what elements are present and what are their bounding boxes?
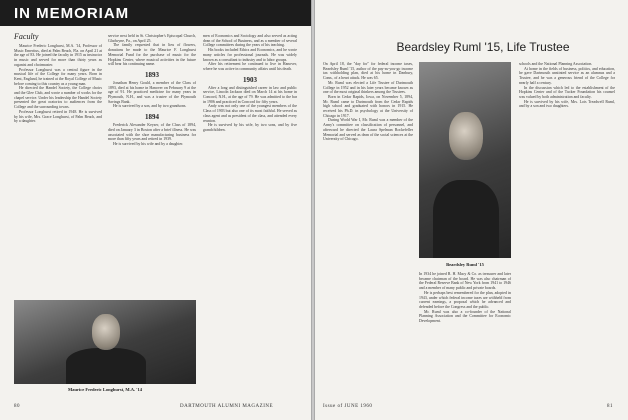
photo-figure: [66, 348, 146, 384]
paragraph: He is survived by a son, and by two grandsons.: [113, 104, 187, 109]
paragraph: After a long and distinguished career in law and public service, Lincoln Jackson died on March 14 at his home in Concord, N.H., at the age of 79. He was admitted to the bar in 1906 and practiced in Concord for fifty years.: [203, 85, 297, 104]
paragraph: After his retirement he continued to live in Hanover, where he was active in community affairs until his death.: [203, 62, 297, 71]
paragraph: Maurice Frederic Longhurst, M.A. '14, Professor of Music Emeritus, died at Palm Beach, Fla. on April 21 at the age of 83. He joined the faculty in 1915 as instructor in music and served for more than thirty years as organist and choirmaster.: [14, 44, 102, 67]
right-column-2: [419, 272, 511, 398]
paragraph: Professor Longhurst was a central figure in the musical life of the College for many years. Born in Kent, England, he trained at the Royal College of Music before coming to this country as a young man.: [14, 67, 102, 86]
article-title: Beardsley Ruml '15, Life Trustee: [396, 40, 570, 54]
issue-date: Issue of JUNE 1960: [323, 404, 373, 409]
paragraph: His books included Ethics and Economics, and he wrote many articles for professional journals. He was widely known as a consultant to industry and to labor groups.: [203, 48, 297, 62]
paragraph: The family requested that in lieu of flowers, donations be made to the Maurice F. Longhurst Memorial Fund for the purchase of music for the Hopkins Center, where musical activities in the future will bear his continuing name.: [108, 43, 196, 67]
paragraph: schools and the National Planning Association.: [519, 62, 593, 66]
paragraph: Professor Longhurst retired in 1948. He is survived by his wife, Mrs. Grace Longhurst, of Palm Beach, and by a daughter.: [14, 109, 102, 124]
section-heading: Faculty: [14, 32, 39, 41]
paragraph: He is survived by his wife, by two sons, and by five grandchildren.: [203, 123, 297, 132]
page-number: 80: [14, 404, 20, 409]
paragraph: On April 18, the "day for" for federal income taxes, Beardsley Ruml '15, author of the pay-as-you-go income tax withholding plan, died at his home in Danbury, Conn., of a heart attack. He was 65.: [323, 62, 413, 81]
left-column-3: [203, 34, 297, 396]
paragraph: In 1934 he joined R. H. Macy & Co. as treasurer and later became chairman of the board. He was also chairman of the Federal Reserve Bank of New York from 1941 to 1946 and a member of many public and private boards.: [419, 272, 511, 291]
paragraph: At home in the fields of business, politics, and education, he gave Dartmouth unstinted service as an alumnus and a Trustee, and he was a generous friend of the College for nearly half a century.: [519, 66, 615, 85]
photo-figure: [433, 180, 499, 258]
paragraph: service next held in St. Christopher's Episcopal Church, Gladwyne, Pa., on April 25.: [108, 34, 196, 43]
photo-caption: Maurice Frederic Longhurst, M.A. '14: [67, 387, 143, 392]
class-year-heading: 1894: [145, 113, 159, 122]
paragraph: He is survived by his wife and by a daughter.: [113, 141, 184, 146]
paragraph: He directed the Handel Society, the College choirs and the Glee Club, and wrote a number of works for the chapel service. Under his leadership the Handel Society presented the great oratorios to audiences from the College and the surrounding towns.: [14, 86, 102, 110]
right-page: [315, 0, 628, 420]
paragraph: Mr. Ruml was also a co-founder of the National Planning Association and the Committee for Economic Development.: [419, 309, 511, 324]
class-year-heading: 1903: [243, 75, 257, 84]
left-column-2: [108, 34, 196, 294]
paragraph: Mr. Ruml was elected a Life Trustee of Dartmouth College in 1952 and in his later years became known as one of the most original thinkers among the Trustees.: [323, 80, 413, 95]
photo-caption: Beardsley Ruml '15: [446, 262, 484, 267]
photo-face: [449, 112, 483, 160]
paragraph: During World War I, Mr. Ruml was a member of the Army's committee on classification of personnel, and afterward he directed the Laura Spelman Rockefeller Memorial and served as dean of the social sciences at the University of Chicago.: [323, 118, 413, 142]
paragraph: Born in Cedar Rapids, Iowa, on November 5, 1894, Mr. Ruml came to Dartmouth from the Cedar Rapids high school and graduated with honors in 1915. He received his Ph.D. in psychology at the University of Chicago in 1917.: [323, 94, 413, 118]
paragraph: In the discussion which led to the establishment of the Hopkins Center and of the Tucker Foundation his counsel was valued by both administration and faculty.: [519, 85, 615, 99]
left-column-1: [14, 44, 102, 294]
paragraph: He is survived by his wife, Mrs. Lois Treadwell Ruml, and by a son and two daughters.: [519, 99, 615, 109]
photo-face: [92, 314, 120, 350]
paragraph: Andy was not only one of the youngest members of the Class of 1903 but also one of its most faithful. He served as class agent and as president of the class, and attended every reunion.: [203, 104, 297, 123]
magazine-name: DARTMOUTH ALUMNI MAGAZINE: [180, 404, 274, 409]
section-header-bar: [0, 0, 311, 26]
portrait-photo-ruml: [419, 62, 511, 258]
page-number: 81: [607, 404, 613, 409]
right-column-3: [519, 62, 615, 398]
section-title: IN MEMORIAM: [14, 5, 130, 22]
class-year-heading: 1893: [145, 70, 159, 79]
paragraph: Frederick Alexander Keyser, of the Class of 1894, died on January 3 in Boston after a brief illness. He was associated with the shoe manufacturing business for more than fifty years and retired in 1939.: [108, 123, 196, 142]
right-column-1: [323, 62, 413, 398]
portrait-photo-longhurst: [14, 300, 196, 384]
paragraph: men of Economics and Sociology and also served as acting dean of the School of Business, and as a member of several College committees during the years of his teaching.: [203, 34, 297, 48]
paragraph: Jonathan Henry Gould, a member of the Class of 1893, died at his home in Hanover on February 9 at the age of 91. He practiced medicine for many years in Plymouth, N.H., and was a trustee of the Plymouth Savings Bank.: [108, 80, 196, 104]
paragraph: He is perhaps best remembered for the plan, adopted in 1943, under which federal income taxes are withheld from current earnings, a proposal which he advanced and defended before the Congress and the public.: [419, 290, 511, 309]
left-page: [0, 0, 311, 420]
